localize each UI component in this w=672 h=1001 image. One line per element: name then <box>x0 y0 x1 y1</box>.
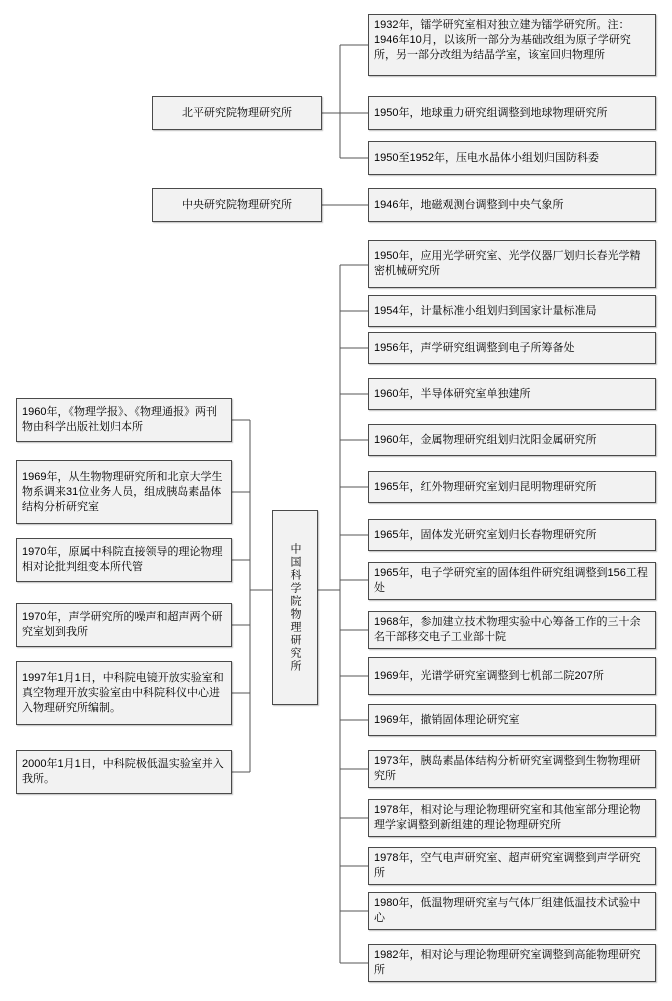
note-box-6[interactable] <box>16 750 232 794</box>
branch-box-cas-16[interactable] <box>368 944 656 982</box>
branch-box-cas-15[interactable] <box>368 892 656 930</box>
branch-box-cas-7-label: 1965年，固体发光研究室划归长春物理研究所 <box>374 528 597 541</box>
note-box-1-label: 1960年，《物理学报》、《物理通报》两刊物由科学出版社划归本所 <box>22 406 217 433</box>
source-box-central[interactable] <box>152 188 322 222</box>
note-box-2[interactable] <box>16 460 232 524</box>
note-box-4-label: 1970年，声学研究所的噪声和超声两个研究室划到我所 <box>22 611 223 638</box>
branch-box-cas-3[interactable] <box>368 332 656 364</box>
note-box-1[interactable] <box>16 398 232 442</box>
branch-box-cas-13-label: 1978年，相对论与理论物理研究室和其他室部分理论物理学家调整到新组建的理论物理研究所 <box>374 804 641 831</box>
note-box-5-label: 1997年1月1日，中科院电镜开放实验室和真空物理开放实验室由中科院科仪中心进入物理研究所编制。 <box>22 671 224 714</box>
note-box-4[interactable] <box>16 603 232 647</box>
branch-box-cas-6-label: 1965年，红外物理研究室划归昆明物理研究所 <box>374 480 597 493</box>
branch-box-cas-13[interactable] <box>368 799 656 837</box>
branch-box-cas-11-label: 1969年，撤销固体理论研究室 <box>374 713 520 726</box>
source-box-central-label: 中央研究院物理研究所 <box>182 198 292 211</box>
branch-box-cas-8[interactable] <box>368 562 656 600</box>
branch-box-cas-14-label: 1978年，空气电声研究室、超声研究室调整到声学研究所 <box>374 852 641 879</box>
branch-box-cas-4-label: 1960年，半导体研究室单独建所 <box>374 387 531 400</box>
branch-box-cas-3-label: 1956年，声学研究组调整到电子所筹备处 <box>374 341 575 354</box>
note-box-3-label: 1970年，原属中科院直接领导的理论物理相对论批判组变本所代管 <box>22 546 223 573</box>
branch-box-cas-2[interactable] <box>368 295 656 327</box>
branch-box-beiping-1-label: 1932年，镭学研究室相对独立建为镭学研究所。注：1946年10月，以该所一部分为基础改组为原子学研究所，另一部分改组为结晶学室，该室回归物理所 <box>374 19 631 61</box>
note-box-3[interactable] <box>16 538 232 582</box>
branch-box-cas-11[interactable] <box>368 704 656 736</box>
branch-box-cas-4[interactable] <box>368 378 656 410</box>
note-box-6-label: 2000年1月1日，中科院极低温实验室并入我所。 <box>22 758 224 785</box>
branch-box-cas-14[interactable] <box>368 847 656 885</box>
central-node[interactable] <box>272 510 318 705</box>
branch-box-cas-15-label: 1980年，低温物理研究室与气体厂组建低温技术试验中心 <box>374 897 641 924</box>
source-box-beiping-label: 北平研究院物理研究所 <box>182 106 292 119</box>
branch-box-central-1[interactable] <box>368 188 656 222</box>
branch-box-cas-12[interactable] <box>368 750 656 788</box>
branch-box-beiping-3-label: 1950至1952年，压电水晶体小组划归国防科委 <box>374 151 599 164</box>
branch-box-cas-10-label: 1969年，光谱学研究室调整到七机部二院207所 <box>374 669 604 682</box>
branch-box-central-1-label: 1946年，地磁观测台调整到中央气象所 <box>374 198 564 211</box>
branch-box-beiping-2-label: 1950年，地球重力研究组调整到地球物理研究所 <box>374 106 608 119</box>
branch-box-cas-5[interactable] <box>368 424 656 456</box>
central-node-label: 中国科学院物理研究所 <box>289 542 301 673</box>
branch-box-cas-2-label: 1954年，计量标准小组划归到国家计量标准局 <box>374 304 597 317</box>
branch-box-cas-16-label: 1982年，相对论与理论物理研究室调整到高能物理研究所 <box>374 949 641 976</box>
branch-box-cas-6[interactable] <box>368 471 656 503</box>
branch-box-cas-12-label: 1973年，胰岛素晶体结构分析研究室调整到生物物理研究所 <box>374 755 641 782</box>
branch-box-cas-1[interactable] <box>368 240 656 288</box>
branch-box-cas-9-label: 1968年，参加建立技术物理实验中心筹备工作的三十余名干部移交电子工业部十院 <box>374 616 641 643</box>
branch-box-beiping-2[interactable] <box>368 96 656 130</box>
branch-box-cas-9[interactable] <box>368 611 656 649</box>
note-box-2-label: 1969年，从生物物理研究所和北京大学生物系调来31位业务人员，组成胰岛素晶体结构分析研究室 <box>22 470 223 513</box>
note-box-5[interactable] <box>16 661 232 725</box>
branch-box-cas-1-label: 1950年，应用光学研究室、光学仪器厂划归长春光学精密机械研究所 <box>374 250 641 277</box>
branch-box-cas-7[interactable] <box>368 519 656 551</box>
source-box-beiping[interactable] <box>152 96 322 130</box>
branch-box-cas-8-label: 1965年，电子学研究室的固体组件研究组调整到156工程处 <box>374 567 648 594</box>
branch-box-cas-10[interactable] <box>368 657 656 695</box>
branch-box-beiping-3[interactable] <box>368 141 656 175</box>
branch-box-beiping-1[interactable] <box>368 14 656 76</box>
branch-box-cas-5-label: 1960年，金属物理研究组划归沈阳金属研究所 <box>374 433 597 446</box>
